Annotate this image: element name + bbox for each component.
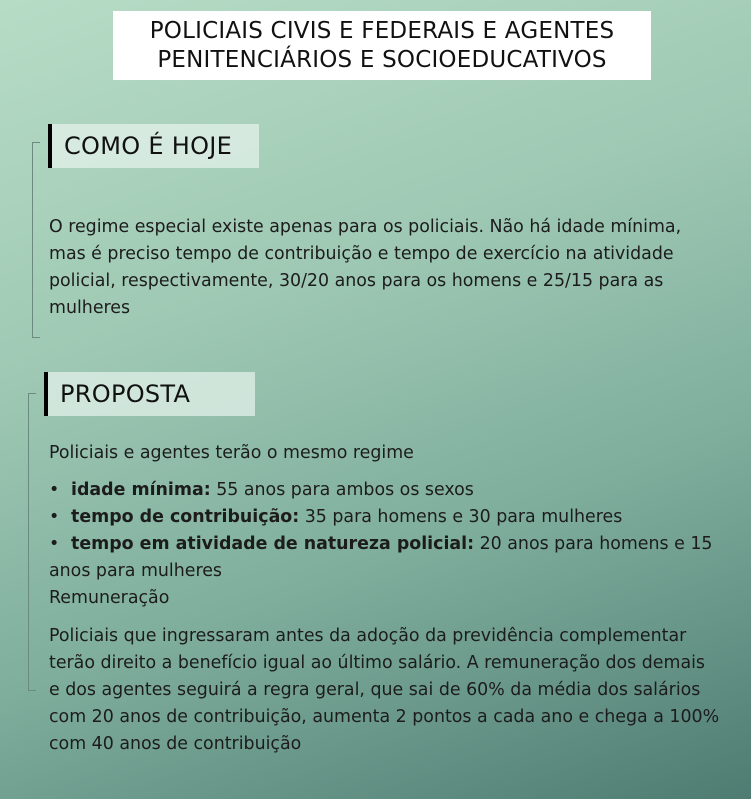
- bullet-item: [49, 504, 721, 531]
- bullet-value: 35 para homens e 30 para mulheres: [299, 507, 623, 527]
- bullet-value: 20 anos para homens e 15 anos para mulheres: [49, 534, 713, 581]
- proposal-bracket: [28, 393, 29, 691]
- remuneration-text: Policiais que ingressaram antes da adoção da previdência complementar terão direito a benefício igual ao último salário. A remuneração dos demais e dos agentes seguirá a regra geral, que sai de 60% da média dos salários com 20 anos de contribuição, aumenta 2 pontos a cada ano e chega a 100% com 40 anos de contribuição: [49, 626, 720, 754]
- current-text: [49, 214, 719, 322]
- current-paragraph: O regime especial existe apenas para os policiais. Não há idade mínima, mas é preciso tempo de contribuição e tempo de exercício na atividade policial, respectivamente, 30/20 anos para os homens e 25/15 para as mulheres: [49, 217, 682, 318]
- title-line-2: PENITENCIÁRIOS E SOCIOEDUCATIVOS: [157, 46, 607, 73]
- bullet-dot: •: [49, 507, 60, 527]
- bullet-item: [49, 477, 721, 504]
- remuneration-heading: Remuneração: [49, 588, 170, 608]
- proposal-intro: Policiais e agentes terão o mesmo regime: [49, 443, 414, 463]
- proposal-block: [49, 440, 721, 758]
- title-line-1: POLICIAIS CIVIS E FEDERAIS E AGENTES: [149, 17, 615, 44]
- bullet-item: [49, 531, 721, 585]
- bullet-dot: •: [49, 534, 60, 554]
- proposal-heading: PROPOSTA: [44, 372, 255, 416]
- bullet-label: idade mínima:: [71, 480, 211, 500]
- current-bracket: [32, 142, 33, 338]
- current-heading: COMO É HOJE: [48, 124, 259, 168]
- bullet-value: 55 anos para ambos os sexos: [210, 480, 474, 500]
- bullet-label: tempo em atividade de natureza policial:: [71, 534, 475, 554]
- page-title: [113, 11, 651, 80]
- bullet-dot: •: [49, 480, 60, 500]
- bullet-label: tempo de contribuição:: [71, 507, 300, 527]
